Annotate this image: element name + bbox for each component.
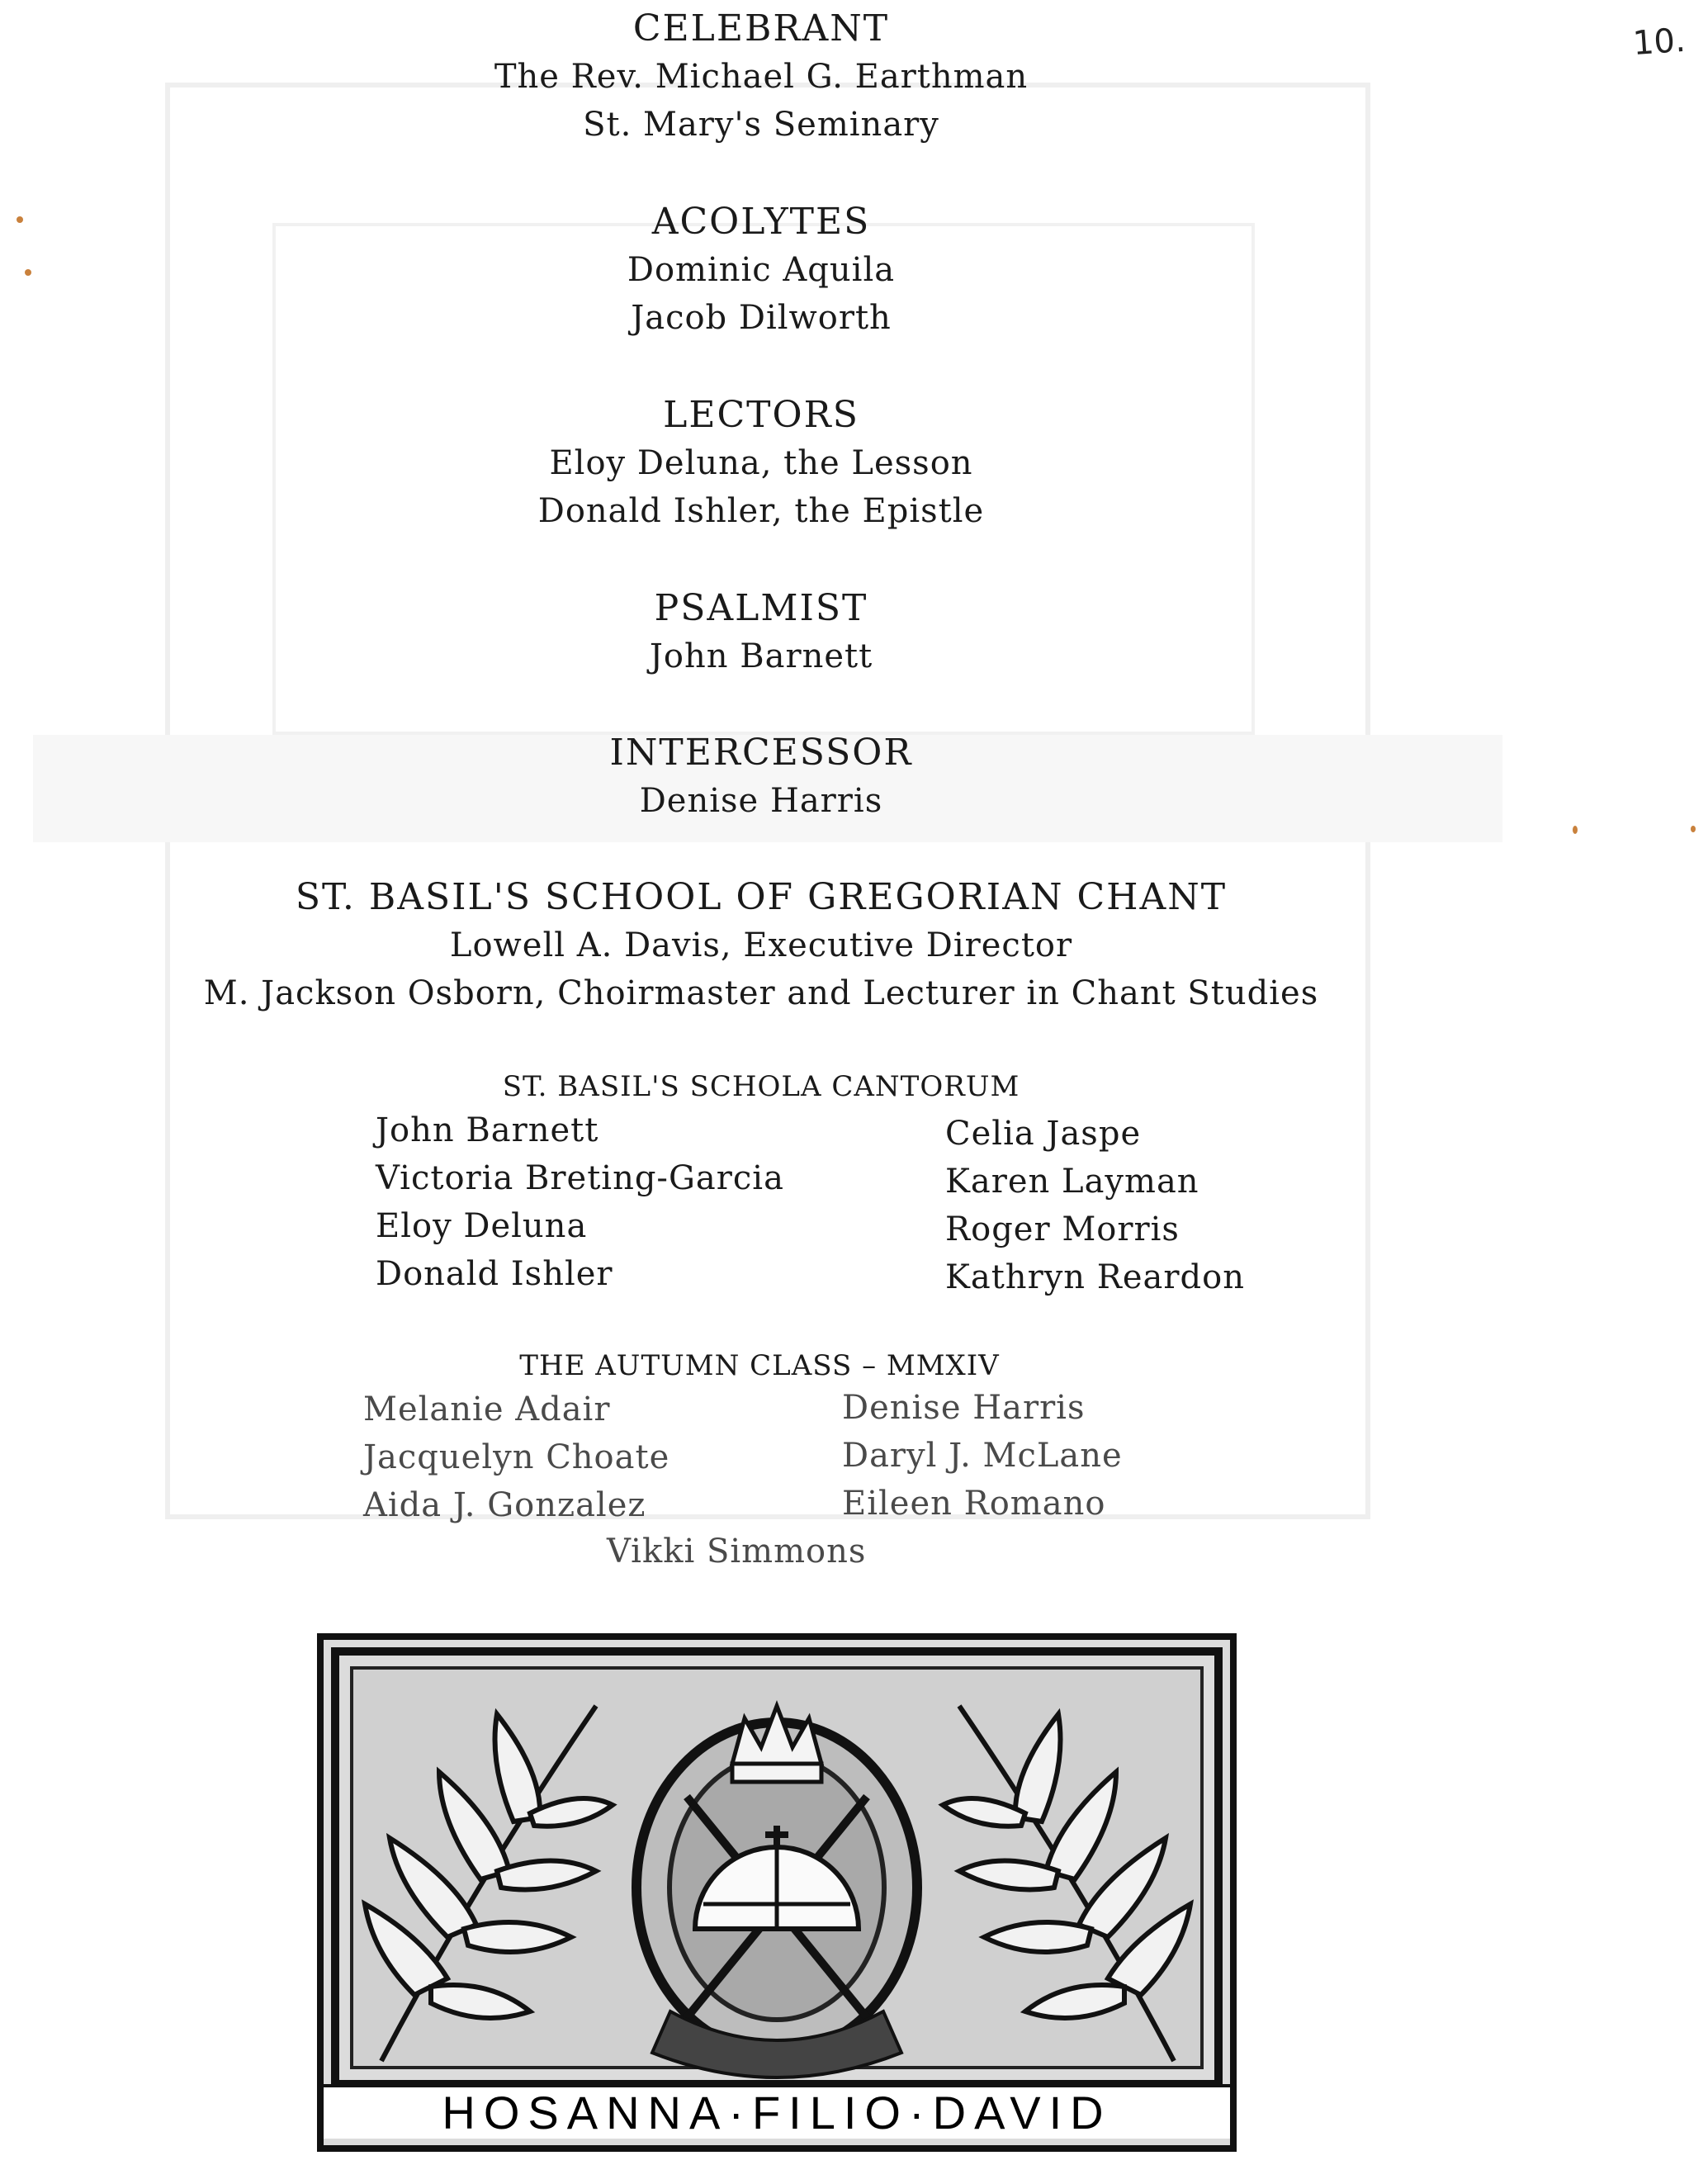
- acolyte-name: Dominic Aquila: [627, 251, 896, 289]
- schola-member: Victoria Breting-Garcia: [376, 1159, 784, 1197]
- psalmist-name: John Barnett: [649, 637, 873, 675]
- lector-name: Eloy Deluna, the Lesson: [549, 444, 973, 482]
- schola-member: Karen Layman: [945, 1163, 1199, 1201]
- autumn-class-heading: THE AUTUMN CLASS – MMXIV: [519, 1349, 1000, 1382]
- schola-section: [0, 1065, 1522, 1108]
- stain-mark: [1691, 826, 1696, 832]
- school-heading: ST. BASIL'S SCHOOL OF GREGORIAN CHANT: [295, 876, 1228, 918]
- schola-left-column: [376, 1106, 784, 1298]
- school-line: M. Jackson Osborn, Choirmaster and Lecturer in Chant Studies: [203, 974, 1319, 1012]
- psalmist-section: [0, 585, 1522, 680]
- psalmist-heading: PSALMIST: [654, 587, 868, 629]
- lector-name: Donald Ishler, the Epistle: [537, 492, 985, 530]
- celebrant-affiliation: St. Mary's Seminary: [583, 106, 939, 144]
- emblem-motto: HOSANNA·FILIO·DAVID: [324, 2084, 1230, 2139]
- schola-member: Kathryn Reardon: [945, 1258, 1245, 1296]
- autumn-class-right-column: [842, 1384, 1123, 1528]
- autumn-class-center: [607, 1528, 866, 1575]
- intercessor-heading: INTERCESSOR: [609, 732, 913, 774]
- emblem-illustration: [324, 1640, 1230, 2145]
- intercessor-name: Denise Harris: [639, 782, 883, 820]
- celebrant-section: [0, 5, 1522, 149]
- crown-icon: [732, 1706, 821, 1782]
- acolytes-section: [0, 198, 1522, 342]
- emblem-woodcut: [317, 1633, 1237, 2152]
- schola-member: Roger Morris: [945, 1210, 1180, 1248]
- autumn-class-left-column: [363, 1386, 669, 1529]
- class-member: Denise Harris: [842, 1389, 1086, 1427]
- celebrant-heading: CELEBRANT: [632, 7, 890, 50]
- schola-member: Eloy Deluna: [376, 1207, 588, 1245]
- stain-mark: [1573, 826, 1578, 834]
- autumn-class-section: [0, 1344, 1519, 1387]
- page-number: 10.: [1631, 21, 1687, 64]
- school-section: [0, 874, 1522, 1017]
- schola-right-column: [945, 1110, 1245, 1301]
- acolyte-name: Jacob Dilworth: [631, 299, 892, 337]
- schola-member: John Barnett: [376, 1111, 599, 1149]
- schola-heading: ST. BASIL'S SCHOLA CANTORUM: [502, 1070, 1020, 1103]
- schola-member: Celia Jaspe: [945, 1115, 1142, 1153]
- class-member: Aida J. Gonzalez: [363, 1486, 646, 1524]
- class-member: Eileen Romano: [842, 1485, 1106, 1523]
- lectors-section: [0, 391, 1522, 535]
- intercessor-section: [0, 729, 1522, 825]
- class-member: Vikki Simmons: [607, 1533, 867, 1570]
- class-member: Melanie Adair: [363, 1390, 611, 1428]
- class-member: Daryl J. McLane: [842, 1437, 1123, 1475]
- celebrant-name: The Rev. Michael G. Earthman: [494, 58, 1029, 96]
- acolytes-heading: ACOLYTES: [651, 201, 871, 243]
- class-member: Jacquelyn Choate: [363, 1438, 670, 1476]
- lectors-heading: LECTORS: [663, 394, 859, 436]
- schola-member: Donald Ishler: [376, 1255, 613, 1293]
- school-line: Lowell A. Davis, Executive Director: [449, 926, 1073, 964]
